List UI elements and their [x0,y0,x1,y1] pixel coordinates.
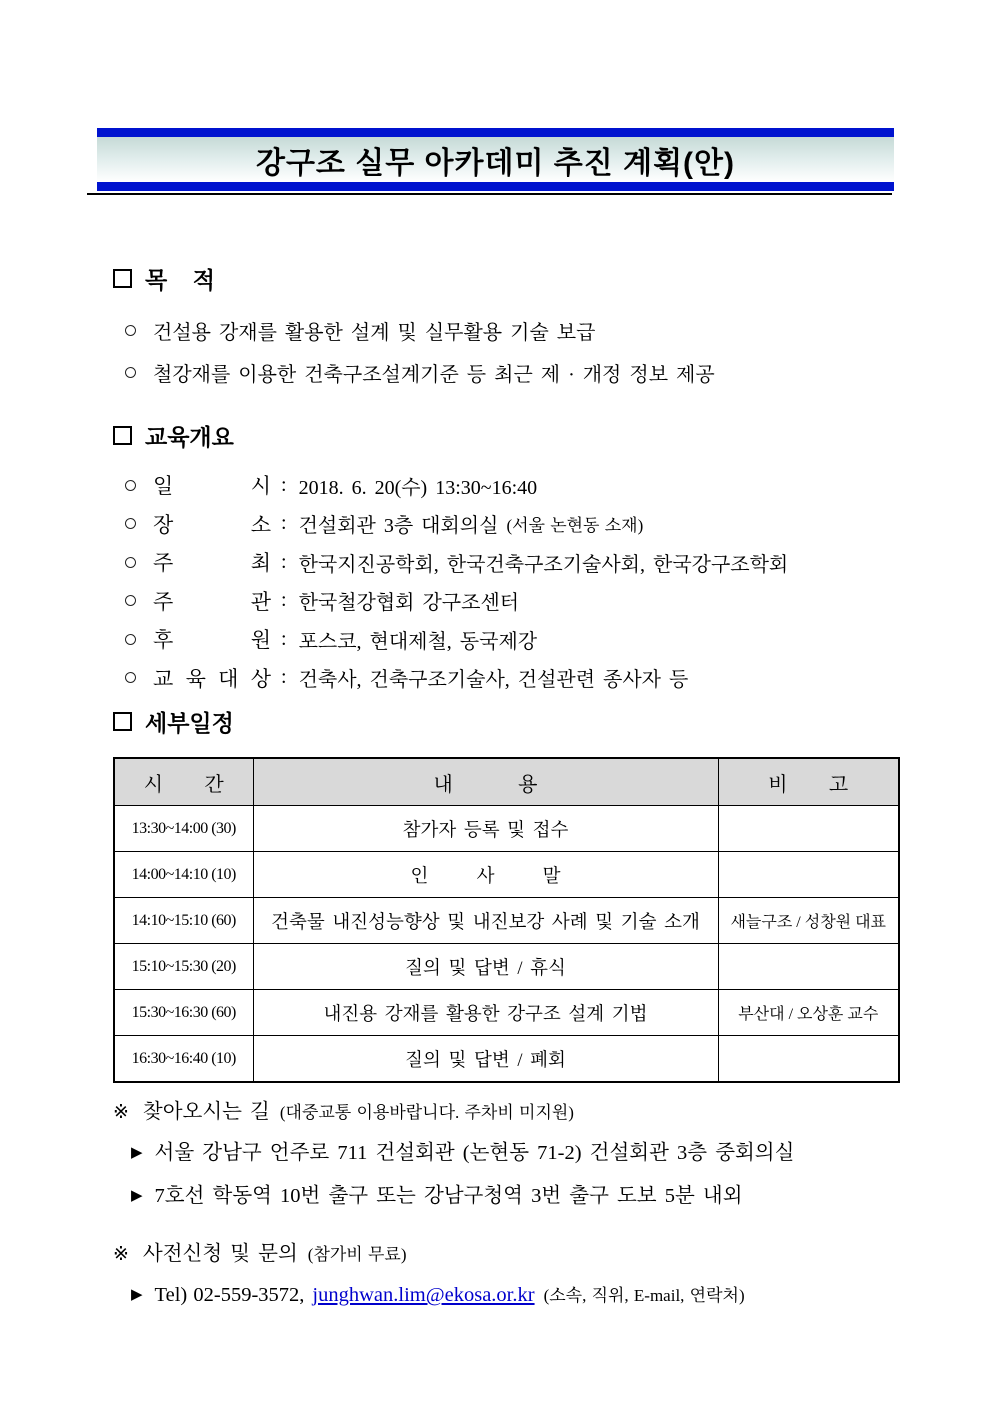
table-row [114,1036,899,1083]
schedule-content: 인 사 말 [253,852,718,898]
overview-separator: : [281,550,287,573]
overview-item-value: 한국철강협회 강구조센터 [298,592,520,615]
list-item [125,582,898,621]
table-row [114,944,899,990]
schedule-time: 14:00~14:10 (10) [114,852,253,898]
triangle-bullet-icon: ▶ [131,1143,143,1161]
purpose-heading [113,262,898,295]
overview-separator: : [281,666,287,689]
contact-heading: 사전신청 및 문의 [142,1243,298,1265]
overview-item-label: 주 관 [153,589,271,614]
overview-item-label: 일 시 [153,474,271,499]
schedule-remark: 부산대 / 오상훈 교수 [718,990,899,1036]
section-overview [113,419,898,697]
circle-bullet-icon [125,672,136,683]
directions-line-text: 서울 강남구 언주로 711 건설회관 (논현동 71-2) 건설회관 3층 중회의실 [154,1142,795,1164]
purpose-items [113,309,898,393]
overview-item-value: 건설회관 3층 대회의실 [298,515,499,538]
table-row [114,806,899,852]
contact-note: (참가비 무료) [307,1245,407,1264]
overview-item-label: 교 육 대 상 [153,666,271,691]
column-header-content: 내 용 [253,758,718,806]
circle-bullet-icon [125,325,136,336]
overview-items [113,466,898,697]
directions-line [113,1183,898,1210]
directions-line-text: 7호선 학동역 10번 출구 또는 강남구청역 3번 출구 도보 5분 내외 [154,1185,743,1207]
section-purpose [113,262,898,393]
table-header-row [114,758,899,806]
schedule-remark: 새늘구조 / 성창원 대표 [718,898,899,944]
overview-item-label: 장 소 [153,512,271,537]
schedule-table [113,757,900,1083]
schedule-content: 질의 및 답변 / 휴식 [253,944,718,990]
table-row [114,898,899,944]
list-item [125,309,898,351]
column-header-time: 시 간 [114,758,253,806]
table-row [114,852,899,898]
title-banner [97,128,894,191]
schedule-time: 13:30~14:00 (30) [114,806,253,852]
list-item [125,466,898,505]
list-item [125,620,898,659]
overview-separator: : [281,512,287,535]
section-schedule [113,705,898,1083]
overview-separator: : [281,627,287,650]
overview-item-label: 주 최 [153,551,271,576]
banner-body [97,137,894,182]
schedule-remark [718,852,899,898]
schedule-time: 15:30~16:30 (60) [114,990,253,1036]
list-item [125,659,898,698]
column-header-remark: 비 고 [718,758,899,806]
section-contact [113,1236,898,1309]
contact-email-link[interactable]: junghwan.lim@ekosa.or.kr [312,1284,535,1306]
table-row [114,990,899,1036]
schedule-time: 15:10~15:30 (20) [114,944,253,990]
overview-separator: : [281,473,287,496]
list-item [125,543,898,582]
overview-item-note: (서울 논현동 소재) [506,516,644,536]
schedule-heading [113,705,898,738]
list-item [125,505,898,544]
banner-bottom-bar [97,182,894,191]
schedule-content: 질의 및 답변 / 폐회 [253,1036,718,1083]
overview-item-value: 2018. 6. 20(수) 13:30~16:40 [298,476,538,499]
overview-separator: : [281,589,287,612]
overview-heading-label: 교육개요 [145,424,234,450]
overview-item-value: 건축사, 건축구조기술사, 건설관련 종사자 등 [298,669,689,692]
circle-bullet-icon [125,480,136,491]
overview-item-value: 포스코, 현대제철, 동국제강 [298,630,538,653]
schedule-content: 건축물 내진성능향상 및 내진보강 사례 및 기술 소개 [253,898,718,944]
contact-heading-row [113,1236,898,1266]
square-bullet-icon [113,269,132,288]
contact-suffix: (소속, 직위, E-mail, 연락처) [543,1286,745,1305]
purpose-item-text: 철강재를 이용한 건축구조설계기준 등 최근 제 · 개정 정보 제공 [153,363,715,386]
overview-item-label: 후 원 [153,628,271,653]
directions-note: (대중교통 이용바랍니다. 주차비 미지원) [279,1103,574,1122]
circle-bullet-icon [125,595,136,606]
overview-item-value: 한국지진공학회, 한국건축구조기술사회, 한국강구조학회 [298,553,789,576]
page-title: 강구조 실무 아카데미 추진 계획(안) [255,146,736,180]
circle-bullet-icon [125,518,136,529]
overview-heading [113,419,898,452]
schedule-content: 내진용 강재를 활용한 강구조 설계 기법 [253,990,718,1036]
square-bullet-icon [113,712,132,731]
square-bullet-icon [113,426,132,445]
schedule-time: 14:10~15:10 (60) [114,898,253,944]
schedule-remark [718,944,899,990]
triangle-bullet-icon: ▶ [131,1285,143,1303]
contact-line [113,1282,898,1309]
circle-bullet-icon [125,557,136,568]
list-item [125,351,898,393]
section-directions [113,1094,898,1210]
schedule-remark [718,806,899,852]
schedule-heading-label: 세부일정 [145,710,234,736]
purpose-item-text: 건설용 강재를 활용한 설계 및 실무활용 기술 보급 [153,321,596,344]
directions-line [113,1140,898,1167]
circle-bullet-icon [125,367,136,378]
banner-top-bar [97,128,894,137]
directions-heading-row [113,1094,898,1124]
reference-mark-icon: ※ [113,1102,129,1123]
circle-bullet-icon [125,634,136,645]
reference-mark-icon: ※ [113,1244,129,1265]
banner-shadow-line [87,193,892,195]
directions-heading: 찾아오시는 길 [142,1101,270,1123]
schedule-remark [718,1036,899,1083]
schedule-time: 16:30~16:40 (10) [114,1036,253,1083]
triangle-bullet-icon: ▶ [131,1186,143,1204]
schedule-content: 참가자 등록 및 접수 [253,806,718,852]
contact-phone: Tel) 02-559-3572, [154,1284,305,1306]
purpose-heading-label: 목 적 [145,267,215,293]
